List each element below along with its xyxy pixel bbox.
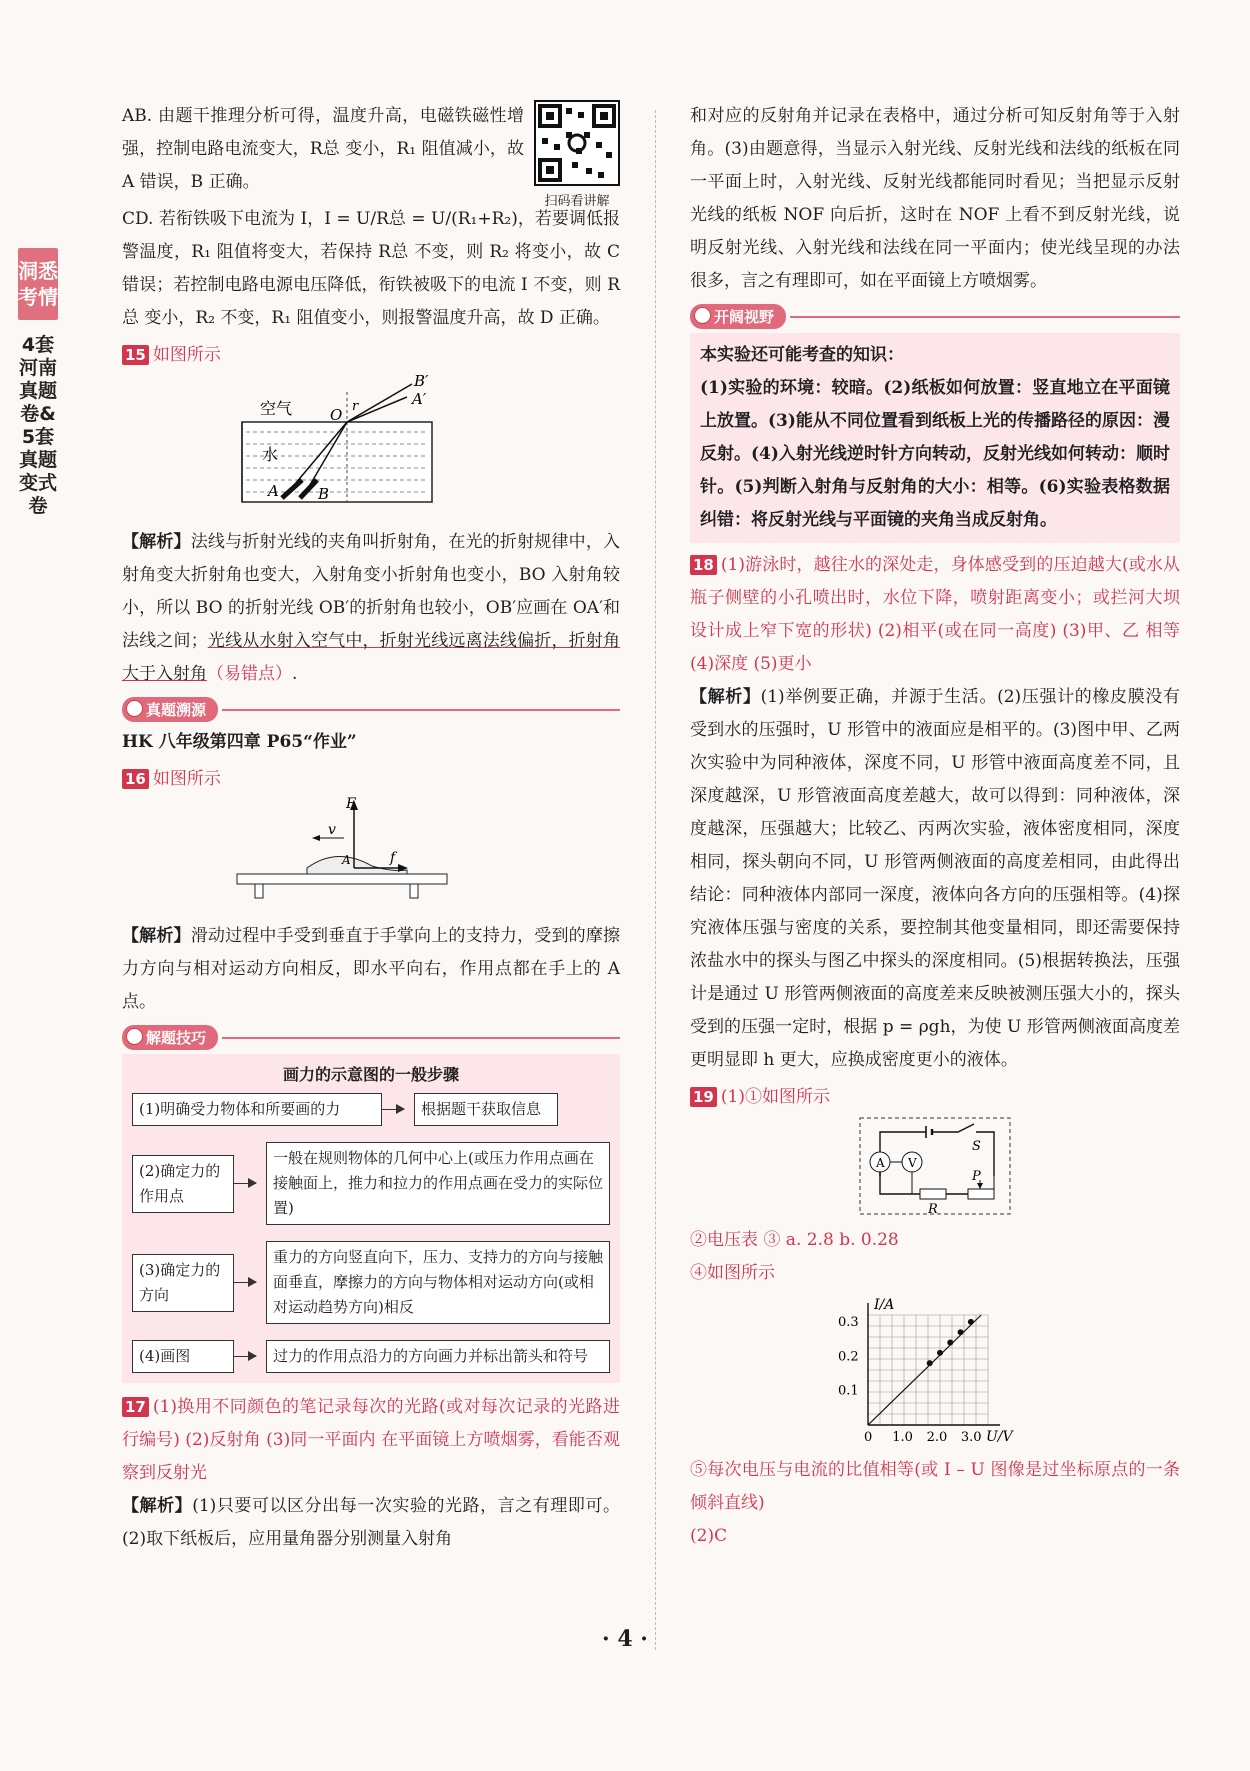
label-a: A: [268, 482, 279, 500]
q19-answer-e: (2)C: [690, 1526, 728, 1546]
q15-analysis: [122, 526, 620, 691]
q16-analysis-label: 【解析】: [122, 926, 191, 946]
source-badge: 真题溯源: [122, 697, 218, 722]
x-tick-label: 0: [864, 1430, 873, 1445]
q18-analysis-text: (1)举例要正确，并源于生活。(2)压强计的橡皮膜没有受到水的压强时，U 形管中的液面应是相平的。(3)图中甲、乙两次实验中为同种液体，深度不同，U 形管中液面高度差不同，且深度越深，U 形管液面高度差越大，故可以得到：同种液体，深度越深，压强越大；比较乙、丙两次实验，液体密度相同，深度相同，探头朝向不同，U 形管两侧液面的高度差相同，由此得出结论：同种液体内部同一深度，液体向各方向的压强相等。(4)探究液体压强与密度的关系，要控制其他变量相同，即还需要保持浓盐水中的探头与图乙中探头的深度相同。(5)根据转换法，压强计是通过 U 形管两侧液面的高度差来反映被测压强大小的，探头受到的压强一定时，根据 p = ρgh，为使 U 形管两侧液面高度差更明显即 h 更大，应换成密度更小的液体。: [690, 687, 1180, 1070]
circuit-diagram: [690, 1114, 1180, 1220]
step-row-2: [132, 1142, 610, 1225]
circuit-ammeter-label: A: [876, 1156, 885, 1170]
tips-section: [122, 1025, 620, 1050]
step-3-detail: 重力的方向竖直向下，压力、支持力的方向与接触面垂直，摩擦力的方向与物体相对运动方向(或相对运动趋势方向)相反: [266, 1241, 610, 1324]
side-tab: [18, 248, 58, 518]
label-water: 水: [262, 445, 279, 464]
source-section: [122, 697, 620, 722]
y-tick-label: 0.2: [838, 1349, 859, 1365]
q18-answer-text: (1)游泳时，越往水的深处走，身体感受到的压迫越大(或水从瓶子侧壁的小孔喷出时，水位下降，喷射距离变小；或拦河大坝设计成上窄下宽的形状) (2)相平(或在同一高度) (3)甲、乙 相等 (4)深度 (5)更小: [690, 555, 1180, 674]
step-4-detail: 过力的作用点沿力的方向画力并标出箭头和符号: [266, 1340, 610, 1373]
q19-answer-a: [690, 1081, 1180, 1114]
q17-analysis: [122, 1490, 620, 1556]
circuit-voltmeter-label: V: [908, 1156, 917, 1170]
iu-chart: [690, 1290, 1180, 1450]
vision-section: [690, 304, 1180, 329]
x-tick-label: 3.0: [960, 1430, 982, 1445]
q18-answer: [690, 549, 1180, 681]
data-point: [937, 1350, 943, 1356]
analysis-ab: AB. 由题干推理分析可得，温度升高，电磁铁磁性增强，控制电路电流变大，R总 变小，R₁ 阻值减小，故 A 错误，B 正确。: [122, 106, 524, 192]
chart-grid: [868, 1315, 988, 1425]
step-1: (1)明确受力物体和所要画的力: [132, 1093, 382, 1126]
q17-answer-text: (1)换用不同颜色的笔记录每次的光路(或对每次记录的光路进行编号) (2)反射角 (3)同一平面内 在平面镜上方喷烟雾，看能否观察到反射光: [122, 1397, 620, 1483]
section-vertical-title: 4套河南真题卷&5套真题变式卷: [18, 334, 57, 517]
q18-number: 18: [690, 555, 717, 575]
q19-answer-b: ②电压表 ③ a. 2.8 b. 0.28: [690, 1230, 899, 1250]
column-divider: [655, 110, 656, 1650]
label-v: v: [328, 822, 336, 838]
section-tab: 洞悉考情: [18, 248, 58, 320]
tips-badge: 解题技巧: [122, 1025, 218, 1050]
label-air: 空气: [260, 399, 293, 418]
q18-analysis: [690, 681, 1180, 1077]
q16-heading: [122, 763, 620, 796]
circuit-switch-label: S: [972, 1139, 981, 1154]
q15-analysis-b: 光线从水射入空气中，折射光线远离法线偏折，折射角大于入射角: [122, 631, 621, 684]
q16-analysis: [122, 920, 620, 1019]
x-tick-label: 2.0: [926, 1430, 948, 1445]
label-b-prime: B′: [414, 372, 429, 390]
q15-analysis-a: 法线与折射光线的夹角叫折射角，在光的折射规律中，入射角变大折射角也变大，入射角变小折射角也变小，BO 入射角较小，所以 BO 的折射光线 OB′的折射角也较小，OB′应画在 OA′和法线之间；: [122, 532, 621, 651]
q15-analysis-label: 【解析】: [122, 532, 191, 552]
label-a-point: A: [342, 853, 351, 867]
qr-code-image[interactable]: [534, 100, 620, 186]
qr-caption: 扫码看讲解: [544, 194, 610, 209]
y-tick-label: 0.3: [838, 1314, 859, 1330]
data-point: [927, 1360, 933, 1366]
label-o: O: [330, 406, 343, 424]
y-axis-label: I/A: [874, 1297, 895, 1313]
q16-number: 16: [122, 769, 149, 789]
step-row-4: [132, 1340, 610, 1373]
circuit-slider-label: P: [972, 1169, 981, 1184]
data-point: [968, 1319, 974, 1325]
q15-text: 如图所示: [152, 345, 221, 365]
q17-number: 17: [122, 1397, 149, 1417]
label-r: r: [352, 399, 359, 414]
analysis-cd: CD. 若衔铁吸下电流为 I，I = U/R总 = U/(R₁+R₂)，若要调低报警温度，R₁ 阻值将变大，若保持 R总 不变，则 R₂ 将变小，故 C 错误；若控制电路电源电压降低，衔铁被吸下的电流 I 不变，则 R总 变小，R₂ 不变，R₁ 阻值变小，则报警温度升高，故 D 正确。: [122, 209, 620, 328]
right-column: [690, 100, 1180, 1553]
q15-analysis-end: .: [292, 664, 298, 684]
force-diagram: [122, 796, 620, 916]
step-2: (2)确定力的作用点: [132, 1155, 234, 1213]
x-axis-label: U/V: [986, 1429, 1013, 1445]
step-2-detail: 一般在规则物体的几何中心上(或压力作用点画在接触面上，推力和拉力的作用点画在受力的实际位置): [266, 1142, 610, 1225]
q17-answer: [122, 1391, 620, 1490]
label-f-force: F: [346, 796, 356, 812]
qr-code[interactable]: [534, 100, 620, 209]
page-number: · 4 ·: [602, 1626, 648, 1652]
q17-analysis-continued: 和对应的反射角并记录在表格中，通过分析可知反射角等于入射角。(3)由题意得，当显示入射光线、反射光线和法线的纸板在同一平面上时，入射光线、反射光线都能同时看见；当把显示反射光线的纸板 NOF 向后折，这时在 NOF 上看不到反射光线，说明反射光线、入射光线和法线在同一平面内；使光线呈现的办法很多，言之有理即可，如在平面镜上方喷烟雾。: [690, 106, 1180, 291]
step-4: (4)画图: [132, 1340, 234, 1373]
q16-analysis-text: 滑动过程中手受到垂直于手掌向上的支持力，受到的摩擦力方向与相对运动方向相反，即水平向右，作用点都在手上的 A 点。: [122, 926, 621, 1012]
x-tick-label: 1.0: [892, 1430, 913, 1445]
q15-number: 15: [122, 345, 149, 365]
y-tick-label: 0.1: [838, 1383, 859, 1399]
q19-answer-d: ⑤每次电压与电流的比值相等(或 I – U 图像是过坐标原点的一条倾斜直线): [690, 1460, 1180, 1513]
vision-intro: 本实验还可能考查的知识：: [700, 345, 904, 365]
left-column: [122, 100, 620, 1556]
q18-analysis-label: 【解析】: [690, 687, 761, 707]
q19-number: 19: [690, 1087, 717, 1107]
data-point: [947, 1340, 953, 1346]
q16-text: 如图所示: [152, 769, 221, 789]
label-b: B: [318, 485, 330, 503]
source-text: HK 八年级第四章 P65“作业”: [122, 732, 357, 752]
steps-chart: [122, 1054, 620, 1383]
circuit-resistor-label: R: [928, 1202, 938, 1217]
step-3: (3)确定力的方向: [132, 1254, 234, 1312]
refraction-diagram: [122, 372, 620, 522]
step-row-1: [132, 1093, 610, 1126]
vision-panel: [690, 333, 1180, 543]
q19-answer-c: ④如图所示: [690, 1263, 775, 1283]
steps-title: 画力的示意图的一般步骤: [282, 1065, 459, 1084]
label-a-prime: A′: [412, 390, 427, 408]
q15-error-note: （易错点）: [207, 664, 292, 684]
q17-analysis-label: 【解析】: [122, 1496, 193, 1516]
q17-analysis-text: (1)只要可以区分出每一次实验的光路，言之有理即可。(2)取下纸板后，应用量角器分别测量入射角: [122, 1496, 620, 1549]
step-1-detail: 根据题干获取信息: [414, 1093, 558, 1126]
q19-answer-a-text: (1)①如图所示: [720, 1087, 830, 1107]
label-f-friction: f: [390, 850, 396, 866]
vision-badge: 开阔视野: [690, 304, 786, 329]
step-row-3: [132, 1241, 610, 1324]
vision-body: (1)实验的环境：较暗。(2)纸板如何放置：竖直地立在平面镜上放置。(3)能从不同位置看到纸板上光的传播路径的原因：漫反射。(4)入射光线逆时针方向转动，反射光线如何转动：顺时针。(5)判断入射角与反射角的大小：相等。(6)实验表格数据纠错：将反射光线与平面镜的夹角当成反射角。: [700, 378, 1170, 530]
q15-heading: [122, 339, 620, 372]
data-point: [958, 1329, 964, 1335]
